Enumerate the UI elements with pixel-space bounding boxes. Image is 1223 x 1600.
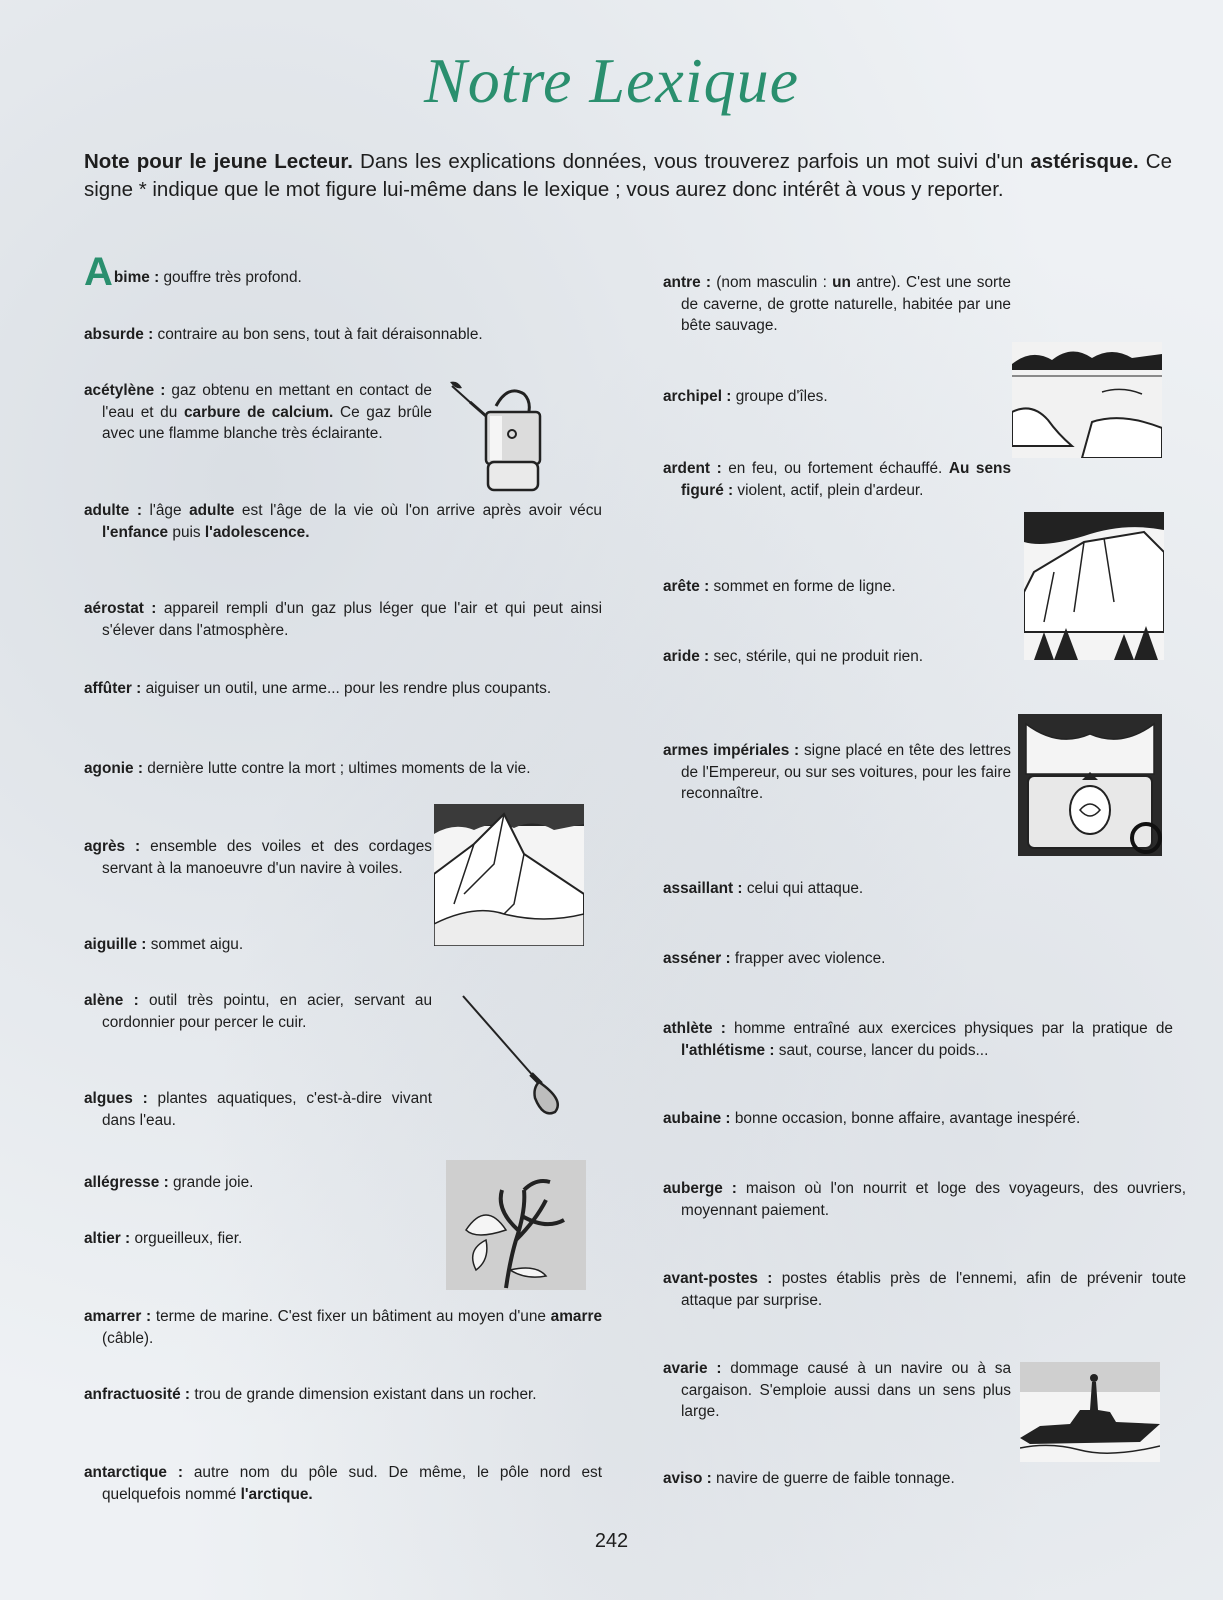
entry-definition-bold: l'adolescence. xyxy=(204,523,310,541)
entry-definition: frapper avec violence. xyxy=(730,950,886,967)
lexicon-entry xyxy=(663,1268,1186,1311)
entry-term: arête : xyxy=(663,578,710,595)
lexicon-entry xyxy=(84,324,602,346)
entry-definition: sommet aigu. xyxy=(146,936,244,953)
entry-definition: Ce gaz brûle avec une flamme blanche très éclairante. xyxy=(102,403,432,442)
entry-definition-bold: Au sens figuré : xyxy=(681,460,1012,499)
entry-term: anfractuosité : xyxy=(84,1386,191,1403)
entry-definition: sommet en forme de ligne. xyxy=(709,578,896,595)
entry-definition-bold: l'athlétisme : xyxy=(681,1041,775,1059)
entry-definition: navire de guerre de faible tonnage. xyxy=(711,1470,955,1487)
entry-term: allégresse : xyxy=(84,1174,169,1191)
entry-term: aiguille : xyxy=(84,936,147,953)
entry-term: aviso : xyxy=(663,1470,712,1487)
entry-definition: puis xyxy=(168,523,205,541)
entry-definition: maison où l'on nourrit et loge des voyageurs, des ouvriers, moyennant paiement. xyxy=(681,1180,1186,1219)
entry-definition: dommage causé à un navire ou à sa cargaison. S'emploie aussi dans un sens plus large. xyxy=(681,1360,1012,1420)
mountain-peak-icon xyxy=(434,804,584,946)
entry-definition: postes établis près de l'ennemi, afin de prévenir toute attaque par surprise. xyxy=(681,1270,1186,1309)
entry-term: affûter : xyxy=(84,680,142,697)
lexicon-entry xyxy=(84,598,602,641)
entry-definition: aiguiser un outil, une arme... pour les rendre plus coupants. xyxy=(141,680,552,697)
lexicon-entry xyxy=(84,1172,442,1194)
lexicon-entry xyxy=(84,500,602,543)
entry-definition: appareil rempli d'un gaz plus léger que l'air et qui peut ainsi s'élever dans l'atmosphère. xyxy=(102,600,602,639)
note-lead: Note pour le jeune Lecteur. xyxy=(84,150,353,173)
lexicon-entry xyxy=(663,1178,1186,1221)
awl-icon xyxy=(455,990,575,1120)
entry-term: avant-postes : xyxy=(663,1270,773,1287)
entry-definition: grande joie. xyxy=(168,1174,254,1191)
page-number: 242 xyxy=(594,1530,629,1552)
note-text-2: Ce signe * indique que le mot figure lui-même dans le lexique ; vous aurez donc intérêt à vous y reporter. xyxy=(84,150,1172,201)
entry-definition: en feu, ou fortement échauffé. xyxy=(721,460,949,477)
note-bold-word: astérisque. xyxy=(1030,150,1139,173)
entry-definition: outil très pointu, en acier, servant au cordonnier pour percer le cuir. xyxy=(102,992,432,1031)
entry-definition: saut, course, lancer du poids... xyxy=(774,1041,989,1059)
ridge-icon xyxy=(1024,512,1164,660)
entry-definition: (câble). xyxy=(102,1329,154,1347)
imperial-carriage-icon xyxy=(1018,714,1162,856)
entry-definition: bonne occasion, bonne affaire, avantage inespéré. xyxy=(730,1110,1081,1127)
entry-term: alène : xyxy=(84,992,139,1009)
entry-term: aérostat : xyxy=(84,600,157,617)
lexicon-entry xyxy=(84,250,602,294)
lexicon-entry xyxy=(84,1228,442,1250)
entry-term: asséner : xyxy=(663,950,731,967)
lexicon-entry xyxy=(84,990,432,1033)
lexicon-entry xyxy=(663,878,1161,900)
archipelago-icon xyxy=(1012,342,1162,458)
lexicon-entry xyxy=(84,1384,602,1406)
reader-note xyxy=(84,148,1172,203)
entry-definition-bold: adulte xyxy=(189,502,235,519)
entry-term: ardent : xyxy=(663,460,722,477)
entry-definition: sec, stérile, qui ne produit rien. xyxy=(709,648,924,665)
entry-definition: autre nom du pôle sud. De même, le pôle nord est quelquefois nommé xyxy=(102,1464,602,1503)
entry-definition: plantes aquatiques, c'est-à-dire vivant dans l'eau. xyxy=(102,1090,432,1129)
entry-term: algues : xyxy=(84,1090,148,1107)
entry-definition: homme entraîné aux exercices physiques par la pratique de xyxy=(725,1020,1173,1037)
lexicon-entry xyxy=(663,948,1161,970)
entry-definition: orgueilleux, fier. xyxy=(130,1230,243,1247)
entry-definition: contraire au bon sens, tout à fait déraisonnable. xyxy=(153,326,483,343)
lexicon-entry xyxy=(84,678,602,700)
entry-definition: dernière lutte contre la mort ; ultimes moments de la vie. xyxy=(143,760,531,777)
entry-definition: gaz obtenu en mettant en contact de l'eau et du xyxy=(102,382,432,421)
lexicon-entry xyxy=(663,1018,1173,1061)
entry-term: athlète : xyxy=(663,1020,726,1037)
lexicon-entry xyxy=(663,1108,1186,1130)
lexicon-entry xyxy=(84,934,432,956)
entry-definition-bold: amarre xyxy=(550,1308,602,1325)
entry-definition-bold: carbure de calcium. xyxy=(183,403,334,421)
lexicon-entry xyxy=(663,458,1011,501)
entry-term: bime : xyxy=(113,269,160,286)
lexicon-entry xyxy=(84,758,602,780)
lexicon-entry xyxy=(663,740,1011,805)
algae-icon xyxy=(446,1160,586,1290)
entry-term: antre : xyxy=(663,274,712,291)
entry-definition: trou de grande dimension existant dans un rocher. xyxy=(190,1386,537,1403)
lexicon-entry xyxy=(84,836,432,879)
entry-definition-bold: un xyxy=(832,274,851,291)
entry-definition-bold: l'enfance xyxy=(102,523,169,541)
entry-definition: gouffre très profond. xyxy=(159,269,302,286)
lexicon-entry xyxy=(663,386,1011,408)
lexicon-entry xyxy=(84,380,432,445)
lexicon-entry xyxy=(663,576,1011,598)
lexicon-entry xyxy=(663,1358,1011,1423)
lexicon-entry xyxy=(663,272,1011,337)
entry-definition: celui qui attaque. xyxy=(742,880,864,897)
lexicon-entry xyxy=(663,1468,1011,1490)
entry-term: agrès : xyxy=(84,838,141,855)
lexicon-entry xyxy=(84,1462,602,1505)
entry-term: aubaine : xyxy=(663,1110,731,1127)
entry-term: armes impériales : xyxy=(663,742,800,759)
entry-definition: ensemble des voiles et des cordages servant à la manoeuvre d'un navire à voiles. xyxy=(102,838,432,877)
entry-definition: signe placé en tête des lettres de l'Empereur, ou sur ses voitures, pour les faire reconnaître. xyxy=(681,742,1011,802)
entry-term: adulte : xyxy=(84,502,142,519)
entry-term: absurde : xyxy=(84,326,154,343)
note-text-1: Dans les explications données, vous trouverez parfois un mot suivi d'un xyxy=(352,150,1031,173)
entry-definition: est l'âge de la vie où l'on arrive après avoir vécu xyxy=(234,502,602,519)
warship-icon xyxy=(1020,1362,1160,1462)
entry-definition: violent, actif, plein d'ardeur. xyxy=(733,481,924,499)
entry-definition: l'âge xyxy=(141,502,190,519)
entry-definition: antre). C'est une sorte de caverne, de grotte naturelle, habitée par une bête sauvage. xyxy=(681,274,1011,334)
entry-term: acétylène : xyxy=(84,382,166,399)
entry-term: agonie : xyxy=(84,760,143,777)
lexicon-entry xyxy=(84,1306,602,1349)
acetylene-lamp-icon xyxy=(448,376,558,496)
entry-definition: (nom masculin : xyxy=(711,274,833,291)
entry-term: archipel : xyxy=(663,388,732,405)
entry-term: amarrer : xyxy=(84,1308,152,1325)
page-title: Notre Lexique xyxy=(424,45,799,116)
entry-definition: groupe d'îles. xyxy=(731,388,828,405)
lexicon-entry xyxy=(663,646,1011,668)
drop-letter: A xyxy=(84,250,113,294)
entry-term: auberge : xyxy=(663,1180,737,1197)
entry-term: altier : xyxy=(84,1230,131,1247)
lexicon-entry xyxy=(84,1088,432,1131)
entry-term: aride : xyxy=(663,648,710,665)
entry-term: antarctique : xyxy=(84,1464,183,1481)
entry-term: avarie : xyxy=(663,1360,722,1377)
entry-term: assaillant : xyxy=(663,880,743,897)
entry-definition-bold: l'arctique. xyxy=(240,1485,313,1503)
entry-definition: terme de marine. C'est fixer un bâtiment au moyen d'une xyxy=(151,1308,551,1325)
